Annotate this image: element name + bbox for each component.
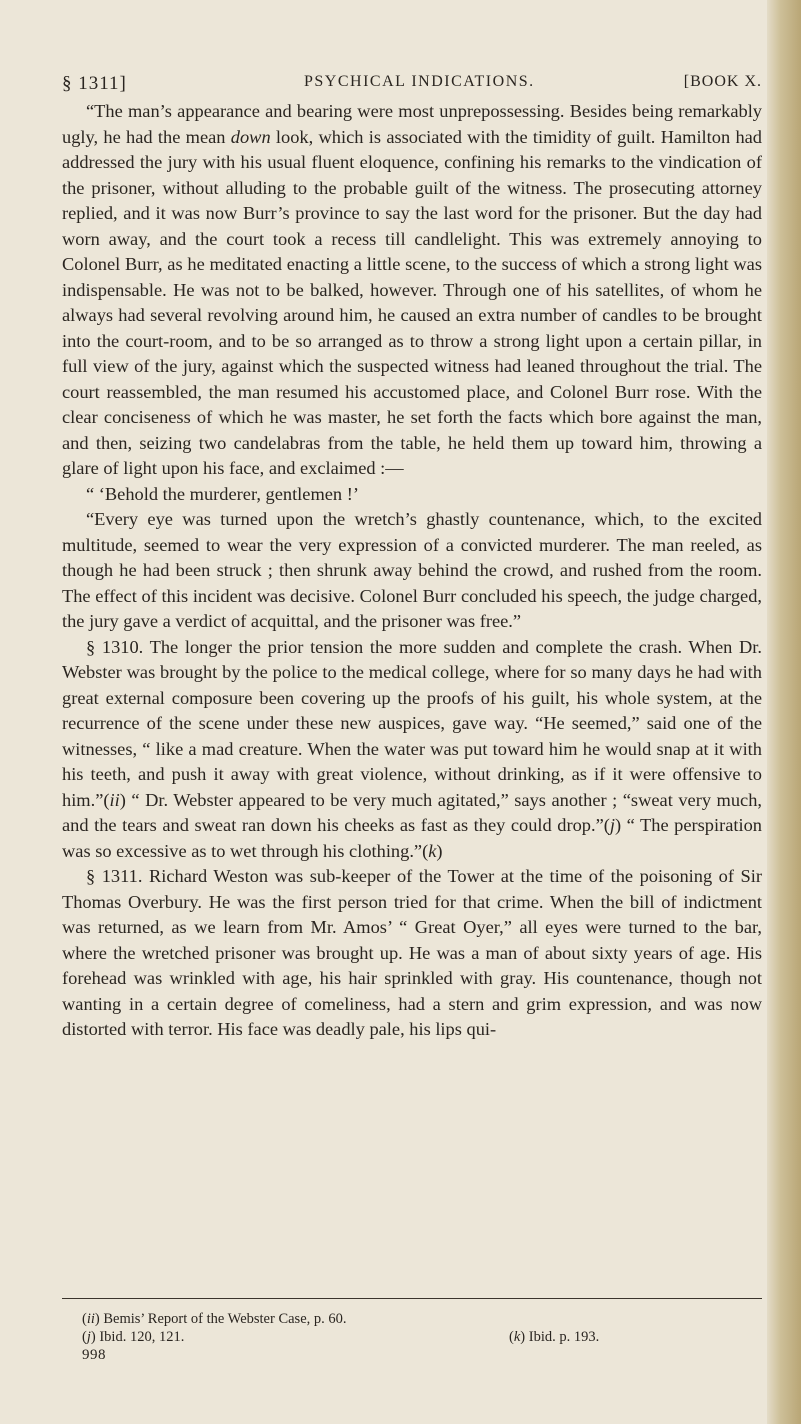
page-number: 998 (82, 1347, 106, 1363)
footnote-k: (k) Ibid. p. 193. (509, 1329, 600, 1345)
paragraph: § 1310. The longer the prior tension the more sudden and complete the crash. When Dr. Webster was brought by the police to the medical college, where for so many days he had with great external composure been covering up the proofs of his guilt, his whole system, at the recurrence of the scene under these new auspices, gave way. “He seemed,” said one of the witnesses, “ like a mad creature. When the water was put toward him he would snap at it with his teeth, and push it away with great violence, without drinking, as if it were offensive to him.”(ii) “ Dr. Webster appeared to be very much agitated,” says another ; “sweat very much, and the tears and sweat ran down his cheeks as fast as they could drop.”(j) “ The perspiration was so excessive as to wet through his clothing.”(k) (62, 636, 763, 861)
book-number: [BOOK X. (683, 73, 762, 90)
footnote-row (82, 1328, 762, 1346)
section-number: § 1311] (62, 73, 127, 94)
page-edge-shadow (767, 0, 801, 1424)
body-text (62, 99, 762, 1043)
footnotes (82, 1310, 762, 1346)
running-header (62, 73, 762, 99)
footnote-ii: (ii) Bemis’ Report of the Webster Case, p. 60. (82, 1311, 347, 1327)
footnote-row (82, 1310, 762, 1328)
paragraph: § 1311. Richard Weston was sub-keeper of the Tower at the time of the poisoning of Sir Thomas Overbury. He was the first person tried for that crime. When the bill of indictment was returned, as we learn from Mr. Amos’ “ Great Oyer,” all eyes were turned to the bar, where the wretched prisoner was brought up. He was a man of about sixty years of age. His forehead was wrinkled with age, his hair sprinkled with gray. His countenance, though not wanting in a certain degree of comeliness, had a stern and grim expression, and was now distorted with terror. His face was deadly pale, his lips qui- (62, 866, 762, 1039)
running-title: PSYCHICAL INDICATIONS. (304, 73, 535, 90)
paragraph: “Every eye was turned upon the wretch’s ghastly countenance, which, to the excited multitude, seemed to wear the very expression of a convicted murderer. The man reeled, as though he had been struck ; then shrunk away behind the crowd, and rushed from the room. The effect of this incident was decisive. Colonel Burr concluded his speech, the judge charged, the jury gave a verdict of acquittal, and the prisoner was free.” (62, 509, 762, 631)
paragraph: “ ‘Behold the murderer, gentlemen !’ (86, 483, 359, 504)
paragraph: “The man’s appearance and bearing were most unprepossessing. Besides being remarkably ugly, he had the mean down look, which is associated with the timidity of guilt. Hamilton had addressed the jury with his usual fluent eloquence, confining his remarks to the vindication of the prisoner, without alluding to the probable guilt of the witness. The prosecuting attorney replied, and it was now Burr’s province to say the last word for the prisoner. But the day had worn away, and the court took a recess till candlelight. This was extremely annoying to Colonel Burr, as he meditated enacting a little scene, to the success of which a strong light was indispensable. He was not to be balked, however. Through one of his satellites, of whom he always had several revolving around him, he caused an extra number of candles to be brought into the court-room, and to be so arranged as to throw a strong light upon a certain pillar, in full view of the jury, against which the suspected witness had leaned throughout the trial. The court reassembled, the man resumed his accustomed place, and Colonel Burr rose. With the clear conciseness of which he was master, he set forth the facts which bore against the man, and then, seizing two candelabras from the table, he held them up toward him, throwing a glare of light upon his face, and exclaimed :— (62, 101, 763, 478)
footnote-rule (62, 1298, 762, 1299)
footnote-j: (j) Ibid. 120, 121. (82, 1329, 185, 1345)
